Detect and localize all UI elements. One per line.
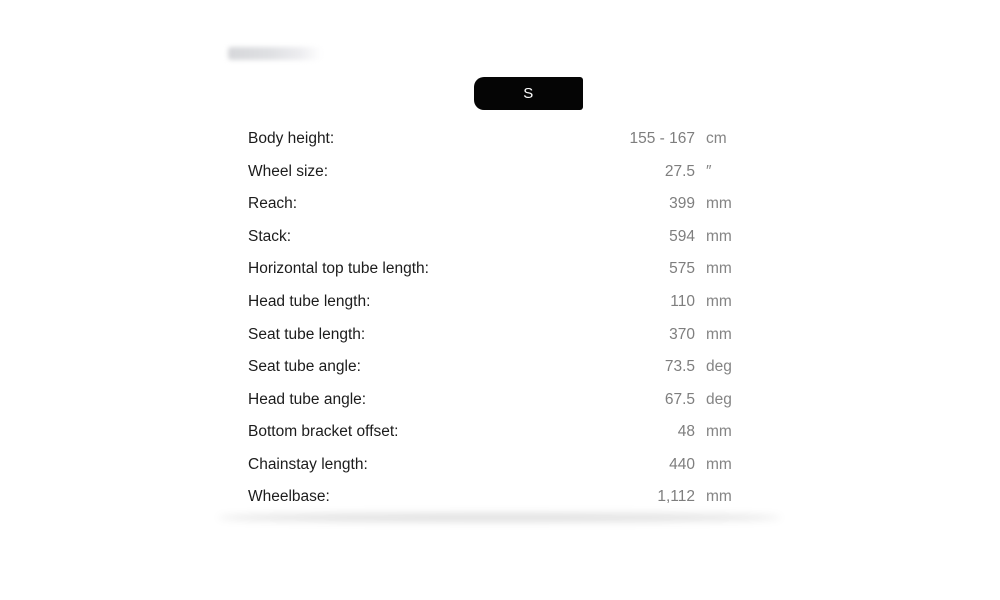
table-row xyxy=(248,481,740,514)
row-label: Head tube angle: xyxy=(248,390,367,408)
row-unit: mm xyxy=(706,488,732,506)
row-label: Seat tube length: xyxy=(248,325,366,343)
table-row xyxy=(248,188,740,221)
row-value: 67.5 xyxy=(664,390,695,408)
row-value: 594 xyxy=(669,227,695,245)
table-row xyxy=(248,156,740,189)
row-value: 575 xyxy=(669,260,695,278)
row-label: Reach: xyxy=(248,195,298,213)
row-unit: mm xyxy=(706,293,732,310)
row-value: 399 xyxy=(669,195,695,213)
row-label: Bottom bracket offset: xyxy=(248,423,399,441)
table-row xyxy=(248,383,740,416)
row-unit: deg xyxy=(706,358,732,376)
row-value: 1,112 xyxy=(657,488,695,506)
row-unit: mm xyxy=(706,260,732,278)
size-tab-label: S xyxy=(523,85,534,102)
table-row xyxy=(248,123,740,156)
table-row xyxy=(248,416,740,449)
row-value: 48 xyxy=(677,423,695,441)
size-tab-s[interactable] xyxy=(474,77,583,110)
row-label: Horizontal top tube length: xyxy=(248,260,429,278)
row-label: Chainstay length: xyxy=(248,455,368,473)
row-value: 440 xyxy=(669,455,695,473)
row-label: Wheelbase: xyxy=(248,488,330,506)
table-row xyxy=(248,448,740,481)
row-value: 370 xyxy=(669,325,695,343)
row-unit: cm xyxy=(706,130,727,148)
row-unit: mm xyxy=(706,325,732,343)
row-value: 73.5 xyxy=(664,358,695,376)
row-label: Stack: xyxy=(248,227,292,245)
row-unit: mm xyxy=(706,227,732,245)
table-row xyxy=(248,318,740,351)
row-unit: mm xyxy=(706,195,732,213)
row-label: Body height: xyxy=(248,130,335,148)
row-unit: deg xyxy=(706,390,732,408)
row-value: 110 xyxy=(670,293,695,310)
table-row xyxy=(248,286,740,319)
row-label: Head tube length: xyxy=(248,293,371,310)
row-unit: mm xyxy=(706,423,732,441)
card-bottom-shadow xyxy=(218,513,781,522)
row-unit: ″ xyxy=(706,162,712,180)
row-value: 27.5 xyxy=(664,162,695,180)
row-label: Wheel size: xyxy=(248,162,329,180)
geometry-table xyxy=(248,123,740,514)
table-row xyxy=(248,253,740,286)
row-value: 155 - 167 xyxy=(629,130,695,148)
table-row xyxy=(248,351,740,384)
row-label: Seat tube angle: xyxy=(248,358,361,376)
blurred-heading-placeholder xyxy=(228,47,322,60)
table-row xyxy=(248,221,740,254)
row-unit: mm xyxy=(706,455,732,473)
